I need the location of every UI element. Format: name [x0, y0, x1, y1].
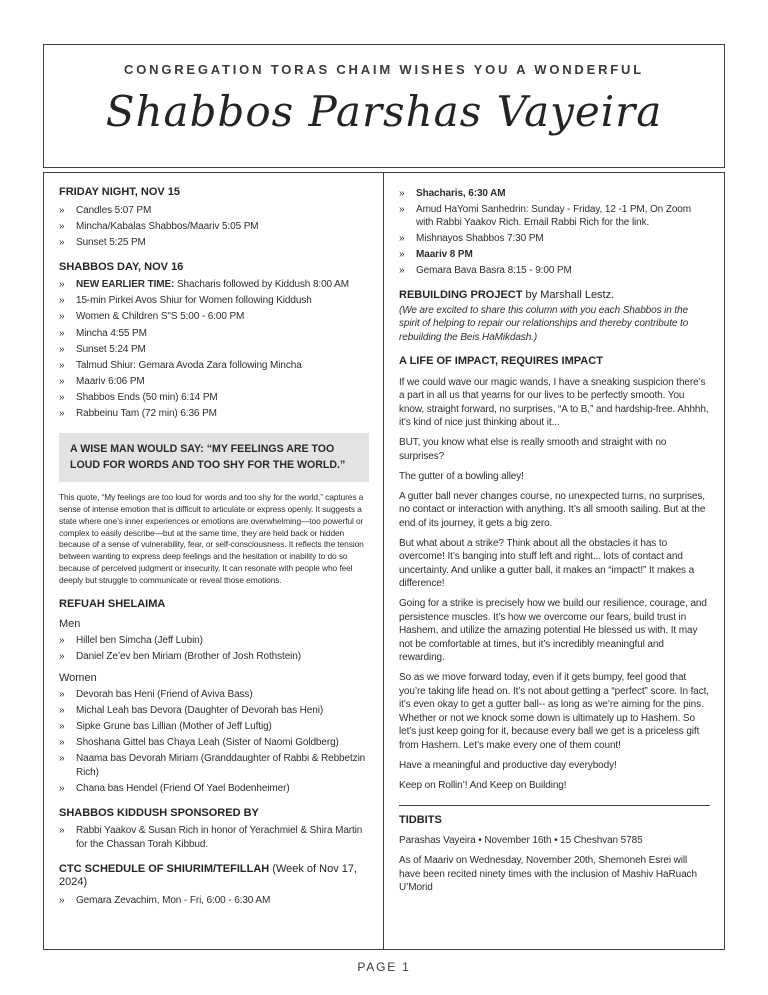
bullet-icon: »: [59, 236, 65, 248]
bullet-icon: »: [59, 204, 65, 216]
bullet-icon: »: [399, 187, 405, 199]
list-item: » Maariv 6:06 PM: [59, 375, 145, 387]
bullet-icon: »: [399, 233, 405, 245]
impact-paragraph: If we could wave our magic wands, I have a sneaking suspicion there’s a part in all us that yearns for our lives to be perfectly smooth. You know, straight forward, no surprises, “A to B,” and hardship-free. Ahhhh, it’s kind of nice just thinking about it...: [399, 376, 709, 429]
bullet-icon: »: [399, 265, 405, 277]
quote-explanation: This quote, “My feelings are too loud for words and too shy for the world,” captures a sense of intense emotion that is difficult to articulate or express openly. It suggests a state where one’s inner experiences or emotions are overwhelming—too powerful or complex to easily describe—but at the same time, they are held back or hidden because of a sense of vulnerability, fear, or self-consciousness. It reflects the tension between wanting to express deep feelings and the hesitation or inability to do so because of perceived judgment or insecurity. It can resonate with people who feel deeply but struggle to communicate or reveal those emotions.: [59, 492, 364, 585]
kiddush-list: [59, 824, 369, 851]
tidbits-section: [399, 805, 710, 895]
shabbos-day-heading: SHABBOS DAY, NOV 16: [59, 260, 184, 273]
shabbos-day-list: [59, 278, 369, 420]
list-item: » Maariv 8 PM: [399, 249, 473, 261]
tidbits-dateline: Parashas Vayeira • November 16th • 15 Cheshvan 5785: [399, 835, 643, 847]
list-item: » Daniel Ze’ev ben Miriam (Brother of Josh Rothstein): [59, 651, 301, 663]
impact-paragraph: The gutter of a bowling alley!: [399, 470, 524, 482]
list-item: » Gemara Bava Basra 8:15 - 9:00 PM: [399, 265, 572, 277]
bullet-icon: »: [59, 895, 65, 907]
bullet-icon: »: [59, 295, 65, 307]
bullet-icon: »: [59, 359, 65, 371]
men-label: Men: [59, 618, 81, 631]
impact-paragraph: Have a meaningful and productive day everybody!: [399, 759, 617, 771]
list-item: » Mincha/Kabalas Shabbos/Maariv 5:05 PM: [59, 220, 259, 232]
list-item: » Gemara Zevachim, Mon - Fri, 6:00 - 6:30 AM: [59, 895, 271, 907]
list-item: » Women & Children S"S 5:00 - 6:00 PM: [59, 311, 245, 323]
women-label: Women: [59, 671, 97, 684]
left-column: [44, 173, 384, 949]
bullet-icon: »: [399, 249, 405, 261]
list-item: » Shoshana Gittel bas Chaya Leah (Sister of Naomi Goldberg): [59, 737, 339, 749]
impact-paragraph: BUT, you know what else is really smooth and straight with no surprises?: [399, 437, 667, 462]
refuah-shelaima-heading: REFUAH SHELAIMA: [59, 597, 166, 610]
list-item: » Naama bas Devorah Miriam (Granddaughter of Rabbi & Rebbetzin Rich): [59, 753, 366, 778]
masthead: [43, 44, 725, 168]
list-item: » NEW EARLIER TIME: Shacharis followed by Kiddush 8:00 AM: [59, 279, 349, 291]
bullet-icon: »: [59, 391, 65, 403]
life-of-impact-heading: A LIFE OF IMPACT, REQUIRES IMPACT: [399, 355, 603, 368]
list-item: » Mishnayos Shabbos 7:30 PM: [399, 233, 544, 245]
main-content: [43, 172, 725, 950]
right-column: [384, 173, 724, 949]
list-item: » Shacharis, 6:30 AM: [399, 187, 506, 199]
list-item: » Shabbos Ends (50 min) 6:14 PM: [59, 391, 218, 403]
list-item: » Hillel ben Simcha (Jeff Lubin): [59, 635, 203, 647]
impact-paragraph: But what about a strike? Think about all the obstacles it has to overcome! It’s banging into stuff left and right... lots of contact and uncertainty. And unlike a gutter ball, it makes an “impact!” It makes a difference!: [399, 537, 695, 590]
bullet-icon: »: [59, 327, 65, 339]
bullet-icon: »: [59, 408, 65, 420]
list-item: » Michal Leah bas Devora (Daughter of Devorah bas Heni): [59, 705, 324, 717]
bullet-icon: »: [59, 737, 65, 749]
ctc-schedule-list: [59, 894, 369, 908]
list-item: » Sunset 5:25 PM: [59, 236, 146, 248]
list-item: » 15-min Pirkei Avos Shiur for Women following Kiddush: [59, 295, 312, 307]
list-item: » Sipke Grune bas Lillian (Mother of Jeff Luftig): [59, 721, 272, 733]
bullet-icon: »: [59, 311, 65, 323]
bullet-icon: »: [59, 783, 65, 795]
list-item: » Amud HaYomi Sanhedrin: Sunday - Friday, 12 -1 PM, On Zoom with Rabbi Yaakov Rich. Email Rabbi Rich for the link.: [399, 203, 691, 229]
list-item: » Rabbeinu Tam (72 min) 6:36 PM: [59, 408, 217, 420]
rebuilding-project-heading: REBUILDING PROJECT by Marshall Lestz.: [399, 289, 615, 302]
refuah-women-list: [59, 688, 369, 796]
tidbits-heading: TIDBITS: [399, 814, 442, 827]
kiddush-sponsored-heading: SHABBOS KIDDUSH SPONSORED BY: [59, 806, 259, 819]
bullet-icon: »: [59, 343, 65, 355]
masthead-tagline: CONGREGATION TORAS CHAIM WISHES YOU A WONDERFUL: [124, 62, 644, 77]
wise-man-quote-box: A WISE MAN WOULD SAY: “MY FEELINGS ARE TOO LOUD FOR WORDS AND TOO SHY FOR THE WORLD.”: [59, 433, 369, 483]
rebuilding-note: (We are excited to share this column with you each Shabbos in the spirit of helping to repair our relationships and thereby contribute to rebuilding the Beis HaMikdash.): [399, 304, 689, 343]
bullet-icon: »: [59, 688, 65, 700]
bullet-icon: »: [59, 279, 65, 291]
friday-night-list: [59, 204, 369, 250]
bullet-icon: »: [59, 825, 65, 837]
bullet-icon: »: [59, 375, 65, 387]
bullet-icon: »: [59, 705, 65, 717]
list-item: » Rabbi Yaakov & Susan Rich in honor of Yerachmiel & Shira Martin for the Chassan Torah Kibbud.: [59, 825, 363, 850]
weekday-schedule-list: [399, 187, 710, 279]
impact-paragraph: Keep on Rollin’! And Keep on Building!: [399, 779, 567, 791]
friday-night-heading: FRIDAY NIGHT, NOV 15: [59, 186, 181, 198]
bullet-icon: »: [59, 753, 65, 765]
list-item: » Candles 5:07 PM: [59, 204, 152, 216]
refuah-men-list: [59, 634, 369, 664]
list-item: » Talmud Shiur: Gemara Avoda Zara following Mincha: [59, 359, 302, 371]
bullet-icon: »: [399, 203, 405, 215]
impact-paragraph: A gutter ball never changes course, no unexpected turns, no surprises, no contact or interaction with anything. It’s all smooth sailing. But at the end of its journey, it gets a big zero.: [399, 490, 706, 529]
list-item: » Mincha 4:55 PM: [59, 327, 147, 339]
impact-paragraph: So as we move forward today, even if it gets bumpy, feel good that you’re taking life head on. It’s not about getting a “perfect” score. In fact, it’s even okay to get a gutter ball-- as long as we’re aiming for the pins. Whether or not we knock some down is ultimately up to Hashem. So let’s just keep going for it, because every ball we get is a priceless gift from Hashem. Let’s make every one of them count!: [399, 672, 709, 751]
page-number: PAGE 1: [357, 960, 411, 974]
list-item: » Sunset 5:24 PM: [59, 343, 146, 355]
list-item: » Chana bas Hendel (Friend Of Yael Bodenheimer): [59, 783, 290, 795]
bullet-icon: »: [59, 721, 65, 733]
tidbits-text: As of Maariv on Wednesday, November 20th, Shemoneh Esrei will have been recited ninety times with the inclusion of Mashiv HaRuach U’Morid: [399, 855, 697, 894]
masthead-title: Shabbos Parshas Vayeira: [105, 87, 663, 136]
bullet-icon: »: [59, 635, 65, 647]
impact-paragraph: Going for a strike is precisely how we build our resilience, courage, and persistence muscles. It’s how we overcome our fears, build trust in Hashem, and utilize the amazing potential He blessed us with. It may not be comfortable at times, but it’s incredibly meaningful and rewarding.: [399, 598, 707, 664]
bullet-icon: »: [59, 651, 65, 663]
list-item: » Devorah bas Heni (Friend of Aviva Bass): [59, 688, 253, 700]
bullet-icon: »: [59, 220, 65, 232]
ctc-schedule-heading: CTC SCHEDULE OF SHIURIM/TEFILLAH (Week of Nov 17, 2024): [59, 862, 358, 889]
